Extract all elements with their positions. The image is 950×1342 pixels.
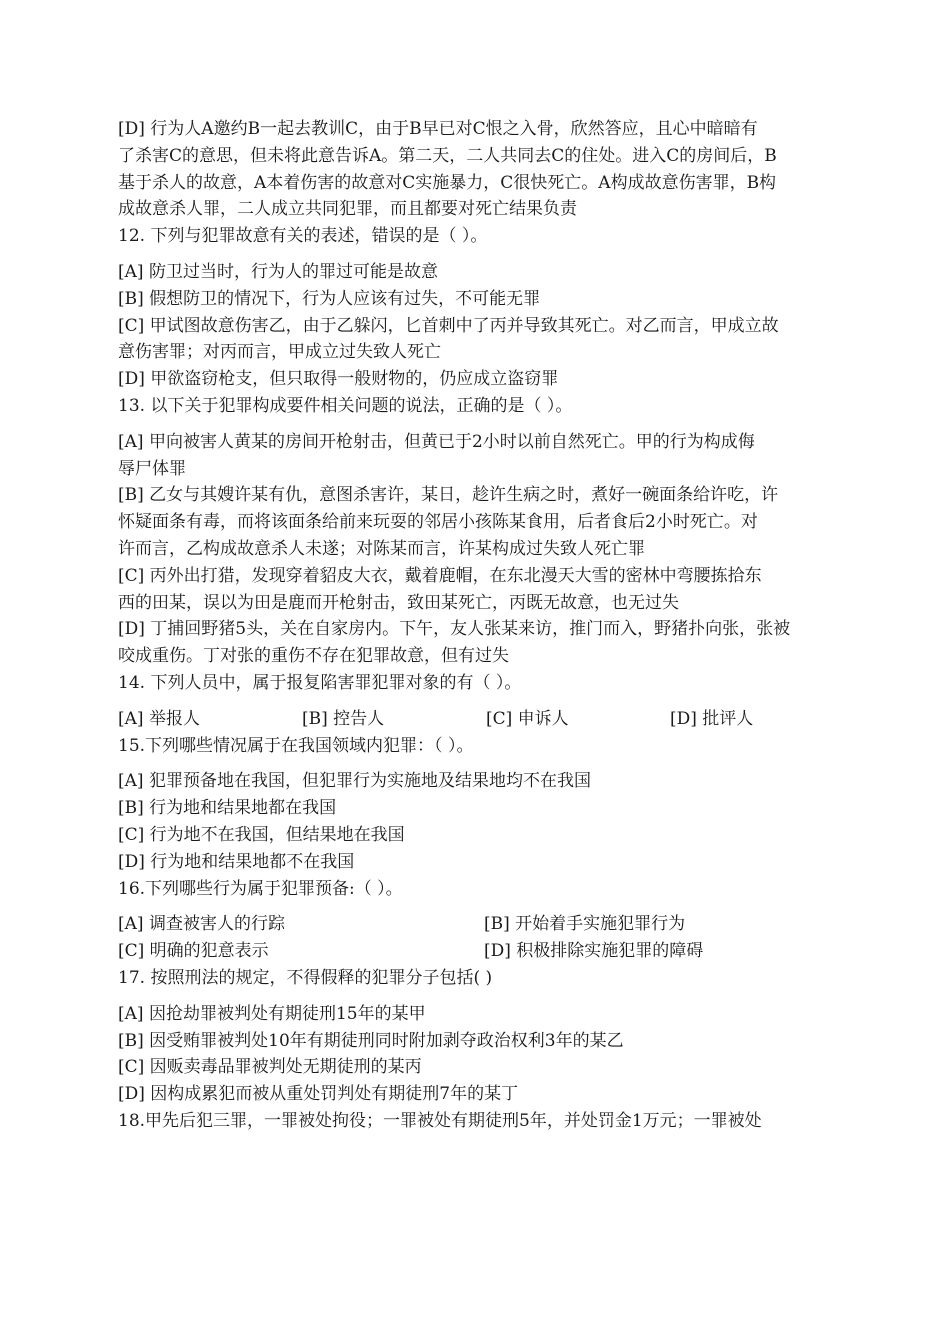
q14-option-a: [A] 举报人	[118, 708, 200, 729]
q13-option-b-line-2: 怀疑面条有毒，而将该面条给前来玩耍的邻居小孩陈某食用，后者食后2小时死亡。对	[118, 512, 758, 533]
q14-stem: 14. 下列人员中，属于报复陷害罪犯罪对象的有（ ）。	[118, 672, 522, 693]
q12-option-b: [B] 假想防卫的情况下，行为人应该有过失，不可能无罪	[118, 288, 541, 309]
q17-stem: 17. 按照刑法的规定，不得假释的犯罪分子包括( )	[118, 967, 493, 988]
q15-option-a: [A] 犯罪预备地在我国，但犯罪行为实施地及结果地均不在我国	[118, 771, 591, 792]
q16-option-a: [A] 调查被害人的行踪	[118, 914, 285, 935]
q14-option-b: [B] 控告人	[302, 708, 385, 729]
q17-option-c: [C] 因贩卖毒品罪被判处无期徒刑的某丙	[118, 1057, 422, 1078]
q13-option-d-line-2: 咬成重伤。丁对张的重伤不存在犯罪故意，但有过失	[118, 646, 509, 667]
q13-option-c-line-1: [C] 丙外出打猎，发现穿着貂皮大衣，戴着鹿帽，在东北漫天大雪的密林中弯腰拣拾东	[118, 565, 762, 586]
q11-option-d-line-3: 基于杀人的故意，A本着伤害的故意对C实施暴力，C很快死亡。A构成故意伤害罪，B构	[118, 172, 777, 193]
q14-option-c: [C] 申诉人	[486, 708, 569, 729]
question-list	[118, 116, 840, 1135]
q11-option-d-line-1: [D] 行为人A邀约B一起去教训C，由于B早已对C恨之入骨，欣然答应，且心中暗暗有	[118, 119, 758, 139]
q17-option-b: [B] 因受贿罪被判处10年有期徒刑同时附加剥夺政治权利3年的某乙	[118, 1030, 624, 1051]
q16-stem: 16.下列哪些行为属于犯罪预备:（ ）。	[118, 878, 403, 899]
q13-option-c-line-2: 西的田某，误以为田是鹿而开枪射击，致田某死亡，丙既无故意，也无过失	[118, 592, 679, 613]
q16-options-row-1	[118, 911, 840, 938]
q11-option-d-line-4: 成故意杀人罪，二人成立共同犯罪，而且都要对死亡结果负责	[118, 199, 577, 220]
q15-option-c: [C] 行为地不在我国，但结果地在我国	[118, 824, 405, 845]
q13-option-d-line-1: [D] 丁捕回野猪5头，关在自家房内。下午，友人张某来访，推门而入，野猪扑向张，张被	[118, 619, 791, 640]
q18-stem: 18.甲先后犯三罪，一罪被处拘役；一罪被处有期徒刑5年，并处罚金1万元；一罪被处	[118, 1110, 762, 1131]
q16-options-row-2	[118, 938, 840, 965]
q12-option-c-line-1: [C] 甲试图故意伤害乙，由于乙躲闪，匕首刺中了丙并导致其死亡。对乙而言，甲成立故	[118, 315, 779, 336]
q16-option-c: [C] 明确的犯意表示	[118, 941, 269, 962]
q13-option-a-line-1: [A] 甲向被害人黄某的房间开枪射击，但黄已于2小时以前自然死亡。甲的行为构成侮	[118, 431, 755, 452]
q15-option-b: [B] 行为地和结果地都在我国	[118, 798, 337, 819]
q12-option-d: [D] 甲欲盗窃枪支，但只取得一般财物的，仍应成立盗窃罪	[118, 369, 559, 390]
q12-stem: 12. 下列与犯罪故意有关的表述，错误的是（ ）。	[118, 226, 488, 247]
q16-option-b: [B] 开始着手实施犯罪行为	[484, 914, 686, 935]
q17-option-a: [A] 因抢劫罪被判处有期徒刑15年的某甲	[118, 1003, 426, 1024]
q15-option-d: [D] 行为地和结果地都不在我国	[118, 851, 355, 872]
q15-stem: 15.下列哪些情况属于在我国领域内犯罪：（ ）。	[118, 735, 474, 756]
q14-options-row	[118, 706, 840, 733]
q13-option-b-line-3: 许而言，乙构成故意杀人未遂；对陈某而言，许某构成过失致人死亡罪	[118, 538, 645, 559]
q13-option-a-line-2: 辱尸体罪	[118, 458, 186, 479]
q16-option-d: [D] 积极排除实施犯罪的障碍	[484, 941, 704, 962]
q14-option-d: [D] 批评人	[670, 708, 754, 729]
q17-option-d: [D] 因构成累犯而被从重处罚判处有期徒刑7年的某丁	[118, 1084, 519, 1105]
q12-option-c-line-2: 意伤害罪；对丙而言，甲成立过失致人死亡	[118, 342, 441, 363]
q13-option-b-line-1: [B] 乙女与其嫂许某有仇，意图杀害许，某日，趁许生病之时，煮好一碗面条给许吃，许	[118, 485, 779, 506]
q13-stem: 13. 以下关于犯罪构成要件相关问题的说法，正确的是（ ）。	[118, 395, 573, 416]
q12-option-a: [A] 防卫过当时，行为人的罪过可能是故意	[118, 261, 438, 282]
q11-option-d-line-2: 了杀害C的意思，但未将此意告诉A。第二天，二人共同去C的住处。进入C的房间后，B	[118, 145, 777, 166]
